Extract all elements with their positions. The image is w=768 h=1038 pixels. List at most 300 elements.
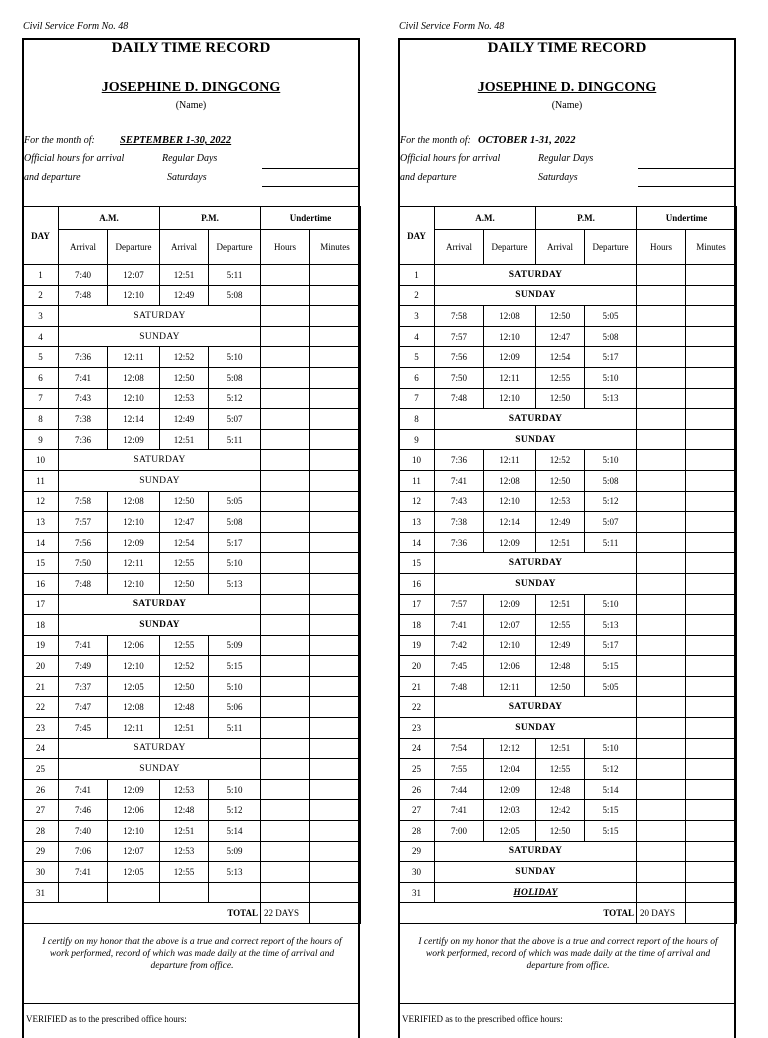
time-record-row <box>23 738 361 759</box>
am-departure-cell: 12:06 <box>108 800 160 821</box>
pm-departure-cell: 5:10 <box>209 779 261 800</box>
am-departure-cell: 12:09 <box>484 779 536 800</box>
pm-arrival-cell: 12:50 <box>536 388 585 409</box>
time-record-row <box>399 656 737 677</box>
day-number: 7 <box>399 388 435 409</box>
undertime-minutes-cell <box>310 676 361 697</box>
pm-departure-cell: 5:05 <box>585 676 637 697</box>
am-departure-cell: 12:11 <box>108 718 160 739</box>
time-record-row <box>399 759 737 780</box>
am-arrival-header: Arrival <box>59 230 108 265</box>
total-label: TOTAL <box>23 903 261 924</box>
undertime-hours-cell <box>637 676 686 697</box>
am-departure-cell: 12:09 <box>108 779 160 800</box>
time-record-row <box>23 265 361 286</box>
pm-arrival-cell: 12:48 <box>536 779 585 800</box>
pm-arrival-cell: 12:51 <box>160 718 209 739</box>
time-record-row <box>23 553 361 574</box>
pm-arrival-cell: 12:55 <box>536 759 585 780</box>
day-number: 26 <box>23 779 59 800</box>
time-record-row <box>399 862 737 883</box>
weekend-label: SUNDAY <box>435 718 637 739</box>
am-arrival-cell: 7:43 <box>435 491 484 512</box>
time-record-row <box>23 635 361 656</box>
undertime-minutes-cell <box>310 779 361 800</box>
am-arrival-cell: 7:06 <box>59 841 108 862</box>
pm-departure-cell: 5:10 <box>585 738 637 759</box>
am-departure-cell: 12:09 <box>108 532 160 553</box>
undertime-minutes-cell <box>310 532 361 553</box>
pm-arrival-cell: 12:51 <box>160 429 209 450</box>
time-record-row <box>399 573 737 594</box>
undertime-hours-cell <box>261 779 310 800</box>
pm-departure-cell: 5:15 <box>209 656 261 677</box>
total-label: TOTAL <box>399 903 637 924</box>
day-number: 31 <box>23 882 59 903</box>
pm-arrival-cell: 12:50 <box>160 573 209 594</box>
undertime-minutes-cell <box>310 285 361 306</box>
undertime-minutes-cell <box>686 285 737 306</box>
am-departure-cell: 12:08 <box>108 491 160 512</box>
pm-departure-cell: 5:13 <box>209 573 261 594</box>
month-label: For the month of: <box>400 135 471 146</box>
weekend-label: SATURDAY <box>59 594 261 615</box>
am-departure-cell: 12:14 <box>484 512 536 533</box>
day-number: 12 <box>23 491 59 512</box>
am-arrival-cell: 7:54 <box>435 738 484 759</box>
undertime-hours-cell <box>637 779 686 800</box>
undertime-hours-cell <box>261 676 310 697</box>
pm-arrival-cell: 12:51 <box>160 265 209 286</box>
day-number: 11 <box>23 470 59 491</box>
pm-departure-cell <box>209 882 261 903</box>
am-departure-cell: 12:10 <box>108 656 160 677</box>
day-number: 14 <box>399 532 435 553</box>
pm-departure-cell: 5:12 <box>585 491 637 512</box>
weekend-label: SUNDAY <box>435 429 637 450</box>
am-departure-cell: 12:10 <box>108 821 160 842</box>
pm-arrival-cell: 12:51 <box>536 532 585 553</box>
month-value: OCTOBER 1-31, 2022 <box>478 135 576 146</box>
undertime-minutes-cell <box>686 491 737 512</box>
pm-departure-cell: 5:10 <box>209 347 261 368</box>
time-record-row <box>399 594 737 615</box>
am-departure-cell: 12:09 <box>484 347 536 368</box>
undertime-hours-cell <box>637 326 686 347</box>
pm-arrival-cell: 12:49 <box>536 635 585 656</box>
day-number: 8 <box>23 409 59 430</box>
am-header: A.M. <box>435 207 536 230</box>
undertime-minutes-cell <box>310 841 361 862</box>
am-departure-cell: 12:08 <box>484 470 536 491</box>
form-title: DAILY TIME RECORD <box>487 40 647 56</box>
am-departure-cell: 12:11 <box>108 347 160 368</box>
day-number: 5 <box>23 347 59 368</box>
day-number: 16 <box>399 573 435 594</box>
am-arrival-cell: 7:56 <box>59 532 108 553</box>
am-departure-cell: 12:08 <box>108 367 160 388</box>
undertime-minutes-cell <box>686 841 737 862</box>
pm-arrival-cell: 12:49 <box>160 285 209 306</box>
am-arrival-cell: 7:36 <box>435 532 484 553</box>
pm-departure-cell: 5:15 <box>585 656 637 677</box>
pm-arrival-header: Arrival <box>160 230 209 265</box>
time-record-row <box>23 450 361 471</box>
undertime-minutes-cell <box>310 759 361 780</box>
pm-departure-cell: 5:13 <box>585 615 637 636</box>
day-number: 30 <box>23 862 59 883</box>
pm-departure-header: Departure <box>585 230 637 265</box>
am-arrival-cell: 7:50 <box>59 553 108 574</box>
undertime-minutes-cell <box>310 573 361 594</box>
undertime-minutes-cell <box>686 738 737 759</box>
undertime-hours-cell <box>261 388 310 409</box>
day-number: 11 <box>399 470 435 491</box>
pm-departure-cell: 5:10 <box>209 676 261 697</box>
day-number: 29 <box>399 841 435 862</box>
undertime-hours-cell <box>637 718 686 739</box>
time-record-row <box>23 367 361 388</box>
time-record-row <box>399 615 737 636</box>
undertime-minutes-cell <box>310 265 361 286</box>
time-record-row <box>23 306 361 327</box>
pm-departure-cell: 5:09 <box>209 635 261 656</box>
pm-arrival-cell: 12:54 <box>536 347 585 368</box>
am-departure-cell: 12:11 <box>484 367 536 388</box>
am-arrival-cell: 7:48 <box>435 388 484 409</box>
weekend-label: SUNDAY <box>59 470 261 491</box>
undertime-hours-cell <box>637 347 686 368</box>
time-record-rows <box>23 265 361 903</box>
day-number: 25 <box>23 759 59 780</box>
employee-name: JOSEPHINE D. DINGCONG <box>101 80 281 95</box>
undertime-minutes-cell <box>310 367 361 388</box>
undertime-hours-header: Hours <box>261 230 310 265</box>
regular-days-line <box>262 168 360 169</box>
day-number: 12 <box>399 491 435 512</box>
pm-departure-cell: 5:08 <box>209 285 261 306</box>
undertime-hours-cell <box>261 409 310 430</box>
weekend-label: SATURDAY <box>435 697 637 718</box>
undertime-hours-cell <box>261 532 310 553</box>
day-number: 21 <box>23 676 59 697</box>
pm-departure-cell: 5:10 <box>209 553 261 574</box>
am-arrival-cell: 7:46 <box>59 800 108 821</box>
undertime-hours-cell <box>637 388 686 409</box>
pm-arrival-cell: 12:50 <box>160 367 209 388</box>
time-record-row <box>23 615 361 636</box>
am-arrival-cell: 7:43 <box>59 388 108 409</box>
pm-departure-cell: 5:17 <box>209 532 261 553</box>
undertime-hours-cell <box>637 470 686 491</box>
arrival-departure-label: and departure <box>400 172 457 183</box>
undertime-hours-cell <box>261 759 310 780</box>
pm-arrival-cell: 12:49 <box>160 409 209 430</box>
time-record-row <box>399 450 737 471</box>
day-number: 13 <box>399 512 435 533</box>
undertime-hours-cell <box>637 821 686 842</box>
day-number: 23 <box>399 718 435 739</box>
saturdays-line <box>262 186 360 187</box>
time-record-row <box>23 718 361 739</box>
undertime-minutes-header: Minutes <box>686 230 737 265</box>
undertime-minutes-cell <box>686 347 737 368</box>
undertime-hours-cell <box>637 738 686 759</box>
time-record-row <box>399 326 737 347</box>
undertime-minutes-header: Minutes <box>310 230 361 265</box>
pm-departure-cell: 5:14 <box>209 821 261 842</box>
employee-name: JOSEPHINE D. DINGCONG <box>477 80 657 95</box>
undertime-hours-cell <box>261 450 310 471</box>
day-number: 28 <box>399 821 435 842</box>
time-record-row <box>23 388 361 409</box>
undertime-hours-cell <box>261 800 310 821</box>
name-caption: (Name) <box>175 100 207 111</box>
am-arrival-cell: 7:45 <box>59 718 108 739</box>
am-arrival-cell: 7:56 <box>435 347 484 368</box>
pm-arrival-cell: 12:54 <box>160 532 209 553</box>
pm-arrival-cell: 12:49 <box>536 512 585 533</box>
undertime-minutes-cell <box>686 779 737 800</box>
pm-arrival-cell: 12:47 <box>536 326 585 347</box>
pm-arrival-cell: 12:50 <box>160 491 209 512</box>
pm-departure-cell: 5:11 <box>209 718 261 739</box>
am-departure-cell: 12:10 <box>484 491 536 512</box>
arrival-departure-label: and departure <box>24 172 81 183</box>
am-arrival-cell <box>59 882 108 903</box>
undertime-header: Undertime <box>261 207 361 230</box>
undertime-hours-cell <box>261 470 310 491</box>
am-arrival-cell: 7:40 <box>59 265 108 286</box>
undertime-hours-header: Hours <box>637 230 686 265</box>
am-arrival-cell: 7:41 <box>435 615 484 636</box>
undertime-hours-cell <box>261 594 310 615</box>
day-number: 6 <box>399 367 435 388</box>
undertime-minutes-cell <box>686 265 737 286</box>
am-arrival-cell: 7:50 <box>435 367 484 388</box>
pm-arrival-cell: 12:42 <box>536 800 585 821</box>
pm-departure-cell: 5:11 <box>585 532 637 553</box>
undertime-minutes-cell <box>310 326 361 347</box>
am-arrival-cell: 7:44 <box>435 779 484 800</box>
time-record-row <box>399 841 737 862</box>
pm-departure-cell: 5:10 <box>585 367 637 388</box>
pm-departure-cell: 5:08 <box>585 326 637 347</box>
undertime-hours-cell <box>637 697 686 718</box>
day-number: 24 <box>23 738 59 759</box>
pm-departure-cell: 5:10 <box>585 594 637 615</box>
pm-arrival-cell: 12:48 <box>160 697 209 718</box>
day-number: 2 <box>399 285 435 306</box>
undertime-minutes-cell <box>686 862 737 883</box>
pm-arrival-cell: 12:52 <box>160 656 209 677</box>
pm-departure-cell: 5:14 <box>585 779 637 800</box>
undertime-hours-cell <box>637 306 686 327</box>
pm-arrival-cell: 12:52 <box>536 450 585 471</box>
weekend-label: SATURDAY <box>59 738 261 759</box>
day-number: 19 <box>399 635 435 656</box>
pm-arrival-cell: 12:50 <box>536 306 585 327</box>
undertime-minutes-cell <box>310 738 361 759</box>
am-arrival-header: Arrival <box>435 230 484 265</box>
time-record-row <box>23 882 361 903</box>
am-arrival-cell: 7:38 <box>59 409 108 430</box>
undertime-hours-cell <box>261 553 310 574</box>
undertime-hours-cell <box>637 512 686 533</box>
undertime-minutes-cell <box>310 491 361 512</box>
am-departure-cell: 12:11 <box>484 676 536 697</box>
form-number: Civil Service Form No. 48 <box>399 21 505 32</box>
pm-departure-cell: 5:08 <box>209 512 261 533</box>
undertime-hours-cell <box>637 367 686 388</box>
time-record-row <box>399 306 737 327</box>
am-departure-cell: 12:08 <box>484 306 536 327</box>
undertime-hours-cell <box>637 594 686 615</box>
regular-days-label: Regular Days <box>162 153 218 164</box>
weekend-label: SUNDAY <box>59 759 261 780</box>
total-minutes-cell <box>310 903 361 924</box>
dtr-form-september <box>22 0 362 1024</box>
name-caption: (Name) <box>551 100 583 111</box>
day-number: 9 <box>399 429 435 450</box>
certification-text: I certify on my honor that the above is a true and correct report of the hours of work performed, record of which was made daily at the time of arrival and departure from office. <box>42 937 342 971</box>
am-departure-cell: 12:14 <box>108 409 160 430</box>
time-record-row <box>399 512 737 533</box>
am-arrival-cell: 7:41 <box>59 367 108 388</box>
saturdays-label: Saturdays <box>538 172 578 183</box>
time-record-row <box>23 347 361 368</box>
undertime-minutes-cell <box>686 409 737 430</box>
undertime-minutes-cell <box>686 615 737 636</box>
pm-departure-cell: 5:05 <box>209 491 261 512</box>
pm-departure-cell: 5:08 <box>585 470 637 491</box>
time-record-row <box>23 532 361 553</box>
undertime-minutes-cell <box>310 656 361 677</box>
undertime-minutes-cell <box>310 409 361 430</box>
undertime-minutes-cell <box>686 429 737 450</box>
undertime-minutes-cell <box>310 882 361 903</box>
saturdays-label: Saturdays <box>167 172 207 183</box>
am-arrival-cell: 7:57 <box>59 512 108 533</box>
undertime-minutes-cell <box>310 862 361 883</box>
weekend-label: SATURDAY <box>435 265 637 286</box>
undertime-hours-cell <box>637 265 686 286</box>
month-label: For the month of: <box>24 135 95 146</box>
day-number: 22 <box>23 697 59 718</box>
undertime-minutes-cell <box>686 450 737 471</box>
undertime-minutes-cell <box>686 553 737 574</box>
saturdays-line <box>638 186 736 187</box>
undertime-minutes-cell <box>686 512 737 533</box>
time-record-table <box>22 206 361 924</box>
time-record-row <box>23 676 361 697</box>
time-record-row <box>399 491 737 512</box>
pm-arrival-cell: 12:51 <box>536 594 585 615</box>
time-record-row <box>399 697 737 718</box>
pm-arrival-cell: 12:53 <box>160 388 209 409</box>
undertime-hours-cell <box>637 615 686 636</box>
undertime-hours-cell <box>637 285 686 306</box>
time-record-row <box>399 779 737 800</box>
time-record-row <box>23 759 361 780</box>
month-value: SEPTEMBER 1-30, 2022 <box>120 135 232 146</box>
am-arrival-cell: 7:36 <box>59 429 108 450</box>
pm-arrival-cell: 12:51 <box>536 738 585 759</box>
time-record-row <box>399 553 737 574</box>
day-number: 24 <box>399 738 435 759</box>
undertime-minutes-cell <box>310 718 361 739</box>
undertime-hours-cell <box>637 491 686 512</box>
undertime-minutes-cell <box>686 306 737 327</box>
time-record-row <box>23 285 361 306</box>
undertime-minutes-cell <box>686 635 737 656</box>
time-record-row <box>23 326 361 347</box>
day-number: 1 <box>23 265 59 286</box>
am-arrival-cell: 7:57 <box>435 326 484 347</box>
weekend-label: SATURDAY <box>435 553 637 574</box>
day-header: DAY <box>399 207 435 265</box>
time-record-row <box>23 841 361 862</box>
undertime-hours-cell <box>637 862 686 883</box>
undertime-hours-cell <box>637 573 686 594</box>
am-departure-cell: 12:04 <box>484 759 536 780</box>
time-record-row <box>23 491 361 512</box>
weekend-label: SUNDAY <box>435 573 637 594</box>
pm-departure-cell: 5:09 <box>209 841 261 862</box>
time-record-row <box>23 656 361 677</box>
weekend-label: SUNDAY <box>435 285 637 306</box>
undertime-hours-cell <box>261 326 310 347</box>
day-number: 18 <box>23 615 59 636</box>
pm-arrival-header: Arrival <box>536 230 585 265</box>
am-arrival-cell: 7:45 <box>435 656 484 677</box>
pm-departure-cell: 5:13 <box>585 388 637 409</box>
pm-arrival-cell: 12:48 <box>536 656 585 677</box>
am-arrival-cell: 7:48 <box>435 676 484 697</box>
official-hours-label: Official hours for arrival <box>400 153 501 164</box>
weekend-label: SATURDAY <box>435 409 637 430</box>
time-record-row <box>399 367 737 388</box>
time-record-row <box>399 738 737 759</box>
undertime-minutes-cell <box>686 326 737 347</box>
am-departure-cell: 12:10 <box>484 326 536 347</box>
day-number: 3 <box>399 306 435 327</box>
undertime-hours-cell <box>261 429 310 450</box>
pm-arrival-cell: 12:55 <box>536 615 585 636</box>
day-header: DAY <box>23 207 59 265</box>
day-number: 20 <box>399 656 435 677</box>
undertime-minutes-cell <box>310 470 361 491</box>
am-departure-cell: 12:09 <box>484 532 536 553</box>
am-arrival-cell: 7:38 <box>435 512 484 533</box>
undertime-hours-cell <box>261 656 310 677</box>
undertime-minutes-cell <box>686 697 737 718</box>
am-arrival-cell: 7:36 <box>59 347 108 368</box>
undertime-hours-cell <box>261 862 310 883</box>
day-number: 4 <box>23 326 59 347</box>
am-arrival-cell: 7:41 <box>435 470 484 491</box>
am-arrival-cell: 7:48 <box>59 285 108 306</box>
undertime-minutes-cell <box>686 821 737 842</box>
am-departure-cell: 12:10 <box>108 512 160 533</box>
official-hours-label: Official hours for arrival <box>24 153 125 164</box>
day-number: 28 <box>23 821 59 842</box>
time-record-row <box>23 821 361 842</box>
undertime-hours-cell <box>637 409 686 430</box>
undertime-minutes-cell <box>686 718 737 739</box>
time-record-row <box>399 470 737 491</box>
undertime-hours-cell <box>261 573 310 594</box>
